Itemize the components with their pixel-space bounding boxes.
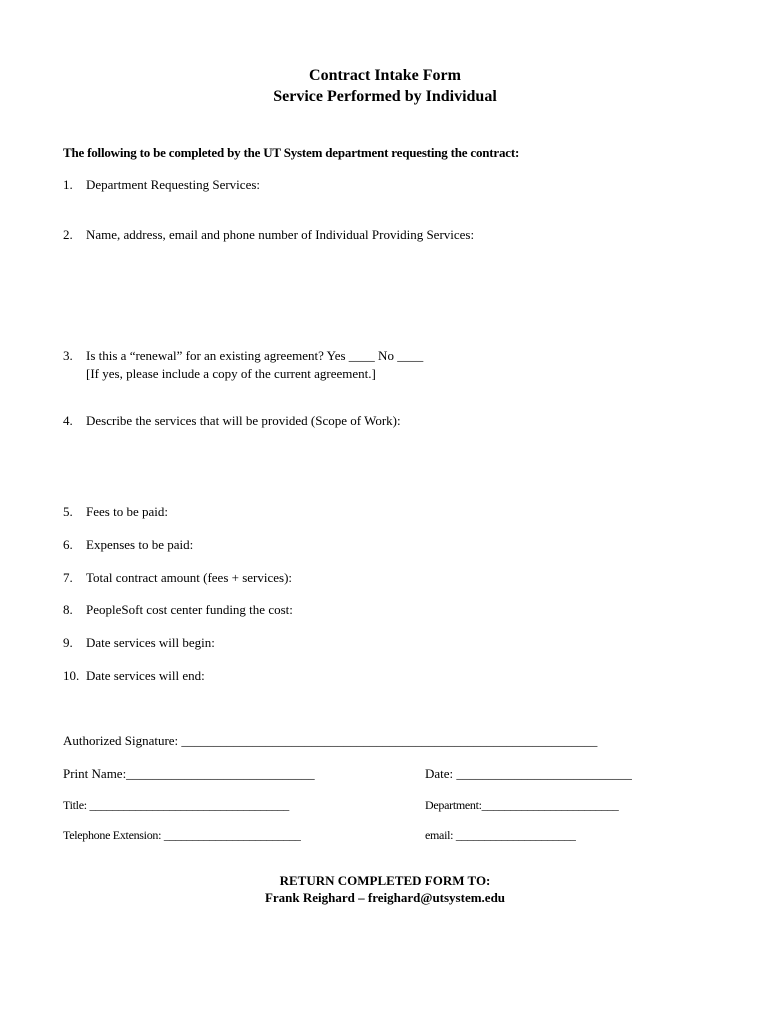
item-text: Department Requesting Services: <box>86 177 261 192</box>
telephone-extension-field: Telephone Extension: ________________________ <box>63 828 301 842</box>
form-title: Contract Intake Form <box>309 67 461 84</box>
item-text: Date services will begin: <box>86 635 215 650</box>
item-number: 10. <box>63 668 80 683</box>
title-field: Title: ___________________________________ <box>63 798 289 812</box>
item-number: 9. <box>63 635 73 650</box>
item-number: 4. <box>63 413 73 428</box>
list-item <box>63 227 474 243</box>
item-text: Describe the services that will be provided (Scope of Work): <box>86 413 401 428</box>
list-item <box>63 177 260 193</box>
list-item <box>63 537 193 553</box>
list-item <box>63 570 292 586</box>
renewal-note: [If yes, please include a copy of the current agreement.] <box>86 366 376 381</box>
item-number: 5. <box>63 504 73 519</box>
item-number: 6. <box>63 537 73 552</box>
item-text: Is this a “renewal” for an existing agreement? Yes ____ No ____ <box>86 348 424 363</box>
print-name-field: Print Name:_____________________________ <box>63 766 315 781</box>
item-number: 1. <box>63 177 73 192</box>
item-number: 2. <box>63 227 73 242</box>
list-item <box>63 602 293 618</box>
email-field: email: _____________________ <box>425 828 576 842</box>
form-subtitle: Service Performed by Individual <box>273 88 497 105</box>
instruction-text: The following to be completed by the UT System department requesting the contract: <box>63 145 520 160</box>
department-field: Department:________________________ <box>425 798 619 812</box>
return-contact: Frank Reighard – freighard@utsystem.edu <box>264 890 506 905</box>
item-text: Total contract amount (fees + services): <box>86 570 293 585</box>
item-text: Fees to be paid: <box>86 504 168 519</box>
item-number: 8. <box>63 602 73 617</box>
item-text: Expenses to be paid: <box>86 537 194 552</box>
list-item <box>63 413 401 429</box>
list-item <box>63 504 168 520</box>
list-item <box>63 668 205 684</box>
authorized-signature-field: Authorized Signature: ________________________________________________________________ <box>63 733 598 748</box>
list-item <box>63 635 215 651</box>
item-number: 7. <box>63 570 73 585</box>
date-field: Date: ___________________________ <box>425 766 632 781</box>
list-item <box>63 348 423 364</box>
item-text: Date services will end: <box>86 668 205 683</box>
item-text: Name, address, email and phone number of Individual Providing Services: <box>86 227 475 242</box>
return-heading: RETURN COMPLETED FORM TO: <box>279 873 491 888</box>
item-number: 3. <box>63 348 73 363</box>
item-text: PeopleSoft cost center funding the cost: <box>86 602 293 617</box>
